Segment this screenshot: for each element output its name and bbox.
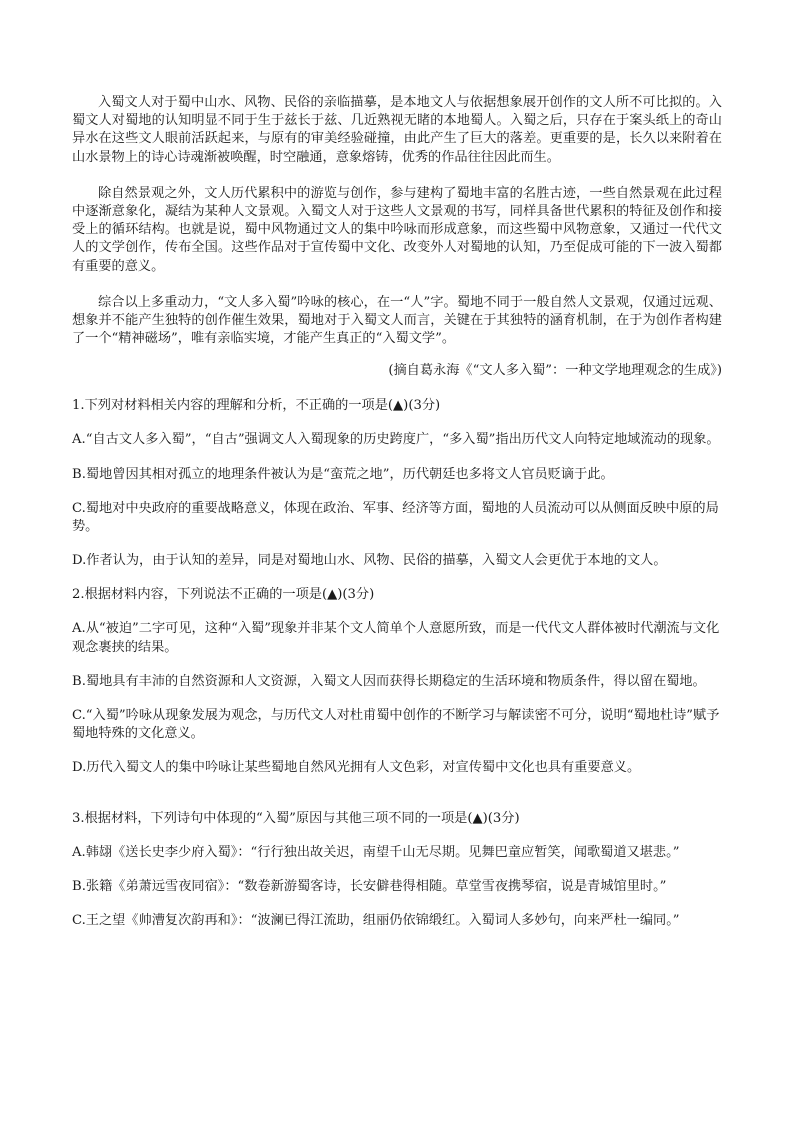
question-2-option-c: C.“入蜀”吟咏从现象发展为观念，与历代文人对杜甫蜀中创作的不断学习与解读密不可分，说明“蜀地杜诗”赋予蜀地特殊的文化意义。 (72, 708, 720, 742)
paragraph-1: 入蜀文人对于蜀中山水、风物、民俗的亲临描摹，是本地文人与依据想象展开创作的文人所不可比拟的。入蜀文人对蜀地的认知明显不同于生于兹长于兹、几近熟视无睹的本地蜀人。入蜀之后，只存在于案头纸上的奇山异水在这些文人眼前活跃起来，与原有的审美经验碰撞，由此产生了巨大的落差。更重要的是，长久以来附着在山水景物上的诗心诗魂渐被唤醒，时空融通，意象熔铸，优秀的作品往往因此而生。 (72, 95, 722, 165)
question-3-option-b: B.张籍《弟萧远雪夜同宿》：“数卷新游蜀客诗，长安僻巷得相随。草堂雪夜携琴宿，说是青城馆里时。” (72, 878, 667, 894)
question-1-stem: 1.下列对材料相关内容的理解和分析，不正确的一项是(▲)(3分) (72, 398, 441, 414)
question-3-option-a: A.韩翃《送长史李少府入蜀》：“行行独出故关迟，南望千山无尽期。见舞巴童应暂笑，闻歌蜀道又堪悲。” (72, 844, 680, 860)
document-page (72, 94, 722, 930)
paragraph-3: 综合以上多重动力，“文人多入蜀”吟咏的核心，在一“人”字。蜀地不同于一般自然人文景观，仅通过远观、想象并不能产生独特的创作催生效果，蜀地对于入蜀文人而言，关键在于其独特的涵育机制，在于为创作者构建了一个“精神磁场”，唯有亲临实境，才能产生真正的“入蜀文学”。 (72, 294, 722, 347)
question-2-option-a: A.从“被迫”二字可见，这种“入蜀”现象并非某个文人简单个人意愿所致，而是一代代文人群体被时代潮流与文化观念裹挟的结果。 (72, 621, 720, 655)
paragraph-2: 除自然景观之外，文人历代累积中的游览与创作，参与建构了蜀地丰富的名胜古迹，一些自然景观在此过程中逐渐意象化，凝结为某种人文景观。入蜀文人对于这些人文景观的书写，同样具备世代累积的特征及创作和接受上的循环结构。也就是说，蜀中风物通过文人的集中吟咏而形成意象，而这些蜀中风物意象，又通过一代代文人的文学创作，传布全国。这些作品对于宣传蜀中文化、改变外人对蜀地的认知，乃至促成可能的下一波入蜀都有重要的意义。 (72, 185, 722, 274)
source-citation: (摘自葛永海《“文人多入蜀”：一种文学地理观念的生成》) (388, 363, 722, 379)
question-2-option-d: D.历代入蜀文人的集中吟咏让某些蜀地自然风光拥有人文色彩，对宣传蜀中文化也具有重要意义。 (72, 760, 641, 776)
question-1-option-b: B.蜀地曾因其相对孤立的地理条件被认为是“蛮荒之地”，历代朝廷也多将文人官员贬谪于此。 (72, 466, 614, 482)
question-1-option-d: D.作者认为，由于认知的差异，同是对蜀地山水、风物、民俗的描摹，入蜀文人会更优于本地的文人。 (72, 553, 667, 569)
question-2-option-b: B.蜀地具有丰沛的自然资源和人文资源，入蜀文人因而获得长期稳定的生活环境和物质条件，得以留在蜀地。 (72, 673, 706, 689)
question-3-option-c: C.王之望《帅漕复次韵再和》：“波澜已得江流助，组丽仍依锦缎红。入蜀词人多妙句，向来严杜一编同。” (72, 913, 680, 929)
question-1-option-a: A.“自古文人多入蜀”，“自古”强调文人入蜀现象的历史跨度广，“多入蜀”指出历代文人向特定地域流动的现象。 (72, 432, 720, 448)
question-2-stem: 2.根据材料内容，下列说法不正确的一项是(▲)(3分) (72, 587, 375, 603)
question-1-option-c: C.蜀地对中央政府的重要战略意义，体现在政治、军事、经济等方面，蜀地的人员流动可以从侧面反映中原的局势。 (72, 500, 719, 535)
question-3-stem: 3.根据材料，下列诗句中体现的“入蜀”原因与其他三项不同的一项是(▲)(3分) (72, 810, 520, 826)
